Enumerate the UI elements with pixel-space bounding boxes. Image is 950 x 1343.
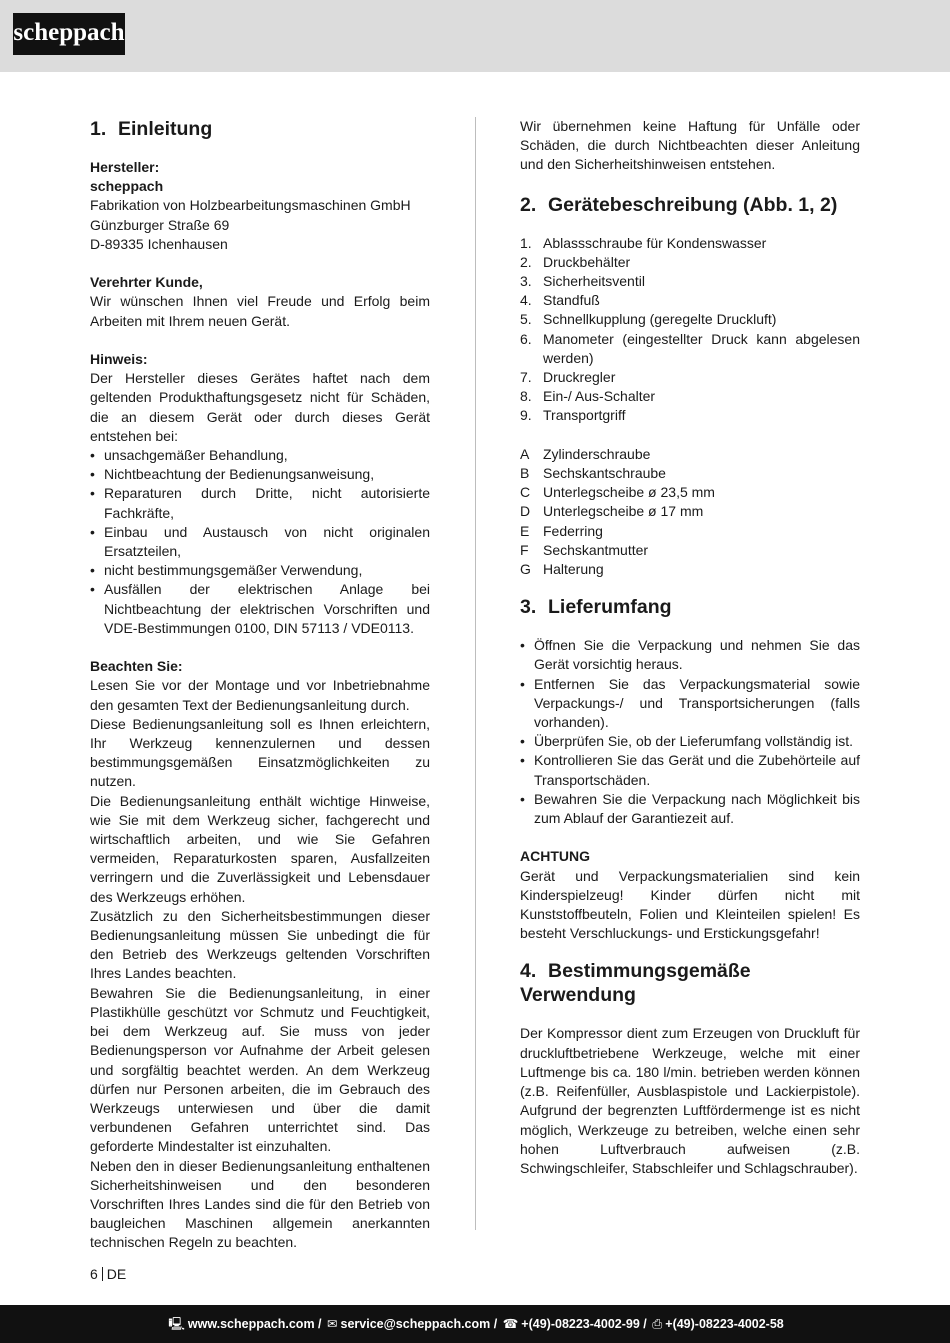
list-item: • Öffnen Sie die Verpackung und nehmen Sie das Gerät vorsichtig heraus. — [520, 636, 860, 674]
manufacturer-line: Fabrikation von Holzbearbeitungsmaschinen GmbH — [90, 197, 411, 214]
observe-paragraph: Neben den in dieser Bedienungsanleitung enthaltenen Sicherheitshinweisen und den besonderen Vorschriften Ihres Landes sind die für den Betrieb von baugleichen Maschinen allgemein anerkannten technischen Regeln zu beachten. — [90, 1157, 430, 1251]
fax-icon: ⎙︎ — [652, 1317, 663, 1331]
footer-phone: +(49)-08223-4002-99 — [521, 1317, 640, 1331]
warning-label: ACHTUNG — [520, 848, 590, 865]
observe-label: Beachten Sie: — [90, 658, 183, 675]
list-item: G Halterung — [520, 561, 604, 578]
page-header — [0, 0, 950, 72]
customer-label: Verehrter Kunde, — [90, 274, 203, 291]
list-item: 5. Schnellkupplung (geregelte Druckluft) — [520, 311, 777, 328]
list-item: • unsachgemäßer Behandlung, — [90, 446, 430, 465]
list-item: 1. Ablassschraube für Kondenswasser — [520, 234, 767, 251]
left-column — [90, 117, 430, 1253]
customer-text: Wir wünschen Ihnen viel Freude und Erfolg beim Arbeiten mit Ihrem neuen Gerät. — [90, 293, 430, 329]
manufacturer-label: Hersteller: — [90, 159, 160, 175]
list-item: B Sechskantschraube — [520, 465, 666, 482]
footer-web: www.scheppach.com — [187, 1317, 315, 1331]
observe-paragraph: Bewahren Sie die Bedienungsanleitung, in einer Plastikhülle geschützt vor Schmutz und Feuchtigkeit, bei dem Werkzeug auf. Sie muss von jeder Bedienungsperson vor Aufnahme der Arbeit gelesen und sorgfältig beachtet werden. An dem Werkzeug dürfen nur Personen arbeiten, die im Gebrauch des Werkzeugs unterwiesen und über die damit verbundenen Gefahren unterrichtet sind. Das geforderte Mindestalter ist einzuhalten. — [90, 984, 430, 1155]
section-heading-einleitung: 1. Einleitung — [90, 118, 213, 140]
section-heading-lieferumfang: 3. Lieferumfang — [520, 596, 672, 619]
observe-paragraph: Die Bedienungsanleitung enthält wichtige Hinweise, wie Sie mit dem Werkzeug sicher, fachgerecht und wirtschaftlich arbeiten, und wie Sie Gefahren vermeiden, Reparaturkosten sparen, Ausfallzeiten verringern und die Zuverlässigkeit und Lebensdauer des Werkzeugs erhöhen. — [90, 792, 430, 905]
manufacturer-block — [90, 158, 430, 254]
notice-text: Der Hersteller dieses Gerätes haftet nach dem geltenden Produkthaftungsgesetz nicht für Schäden, die an diesem Gerät oder durch dieses Gerät entstehen bei: — [90, 370, 430, 444]
intended-use-text: Der Kompressor dient zum Erzeugen von Druckluft für druckluftbetriebene Werkzeuge, welche mit einer Luftmenge bis ca. 180 l/min. betrieben werden können (z.B. Reifenfüller, Ausblaspistole und Lackierpistole). Aufgrund der begrenzten Luftfördermenge ist es nicht möglich, Werkzeuge zu betreiben, welche einen sehr hohen Luftverbrauch aufweisen (z.B. Schwingschleifer, Stabschleifer und Schlagschrauber). — [520, 1025, 860, 1176]
manufacturer-line: D-89335 Ichenhausen — [90, 235, 228, 252]
page-number: 6 DE — [90, 1266, 127, 1282]
page-footer: 🖳︎ www.scheppach.com / ✉︎ service@scheppach.com / ☎︎ +(49)-08223-4002-99 / ⎙︎ +(49)-08223-4002-58 — [0, 1305, 950, 1343]
notice-label: Hinweis: — [90, 351, 148, 367]
list-item: • Einbau und Austausch von nicht originalen Ersatzteilen, — [90, 523, 430, 561]
observe-paragraph: Diese Bedienungsanleitung soll es Ihnen erleichtern, Ihr Werkzeug kennenzulernen und dessen bestimmungsgemäßen Einsatzmöglichkeiten zu nutzen. — [90, 715, 430, 790]
observe-paragraph: Lesen Sie vor der Montage und vor Inbetriebnahme den gesamten Text der Bedienungsanleitung durch. — [90, 677, 430, 713]
phone-icon: ☎︎ — [502, 1317, 519, 1331]
computer-icon: 🖳︎ — [168, 1317, 185, 1331]
section-heading-verwendung: 4. Bestimmungsgemäße Verwendung — [520, 960, 751, 1007]
list-item: • Ausfällen der elektrischen Anlage bei Nichtbeachtung der elektrischen Vorschriften und VDE-Bestimmungen 0100, DIN 57113 / VDE0113. — [90, 580, 430, 638]
observe-paragraph: Zusätzlich zu den Sicherheitsbestimmungen dieser Bedienungsanleitung müssen Sie unbedingt die für den Betrieb des Werkzeugs geltenden Vorschriften Ihres Landes beachten. — [90, 907, 430, 982]
list-item: • Bewahren Sie die Verpackung nach Möglichkeit bis zum Ablauf der Garantiezeit auf. — [520, 790, 860, 828]
liability-text: Wir übernehmen keine Haftung für Unfälle oder Schäden, die durch Nichtbeachten dieser Anleitung und den Sicherheitshinweisen entstehen. — [520, 118, 860, 173]
list-item: A Zylinderschraube — [520, 445, 651, 462]
section-heading-geraetebeschreibung: 2. Gerätebeschreibung (Abb. 1, 2) — [520, 193, 838, 216]
list-item: C Unterlegscheibe ø 23,5 mm — [520, 484, 715, 501]
list-item: 9. Transportgriff — [520, 407, 626, 424]
list-item: 6. Manometer (eingestellter Druck kann abgelesen werden) — [520, 330, 860, 366]
manufacturer-name: scheppach — [90, 178, 164, 195]
scope-list — [520, 636, 860, 828]
list-item: • Nichtbeachtung der Bedienungsanweisung, — [90, 465, 430, 484]
parts-list-lettered — [520, 445, 860, 579]
footer-email: service@scheppach.com — [340, 1317, 491, 1331]
notice-list — [90, 446, 430, 638]
list-item: • Entfernen Sie das Verpackungsmaterial sowie Verpackungs-/ und Transportsicherungen (falls vorhanden). — [520, 675, 860, 733]
list-item: 7. Druckregler — [520, 369, 616, 386]
list-item: • Reparaturen durch Dritte, nicht autorisierte Fachkräfte, — [90, 484, 430, 522]
list-item: 2. Druckbehälter — [520, 253, 631, 270]
right-column — [520, 117, 860, 1178]
list-item: 8. Ein-/ Aus-Schalter — [520, 388, 656, 405]
email-icon: ✉︎ — [327, 1317, 338, 1331]
list-item: 4. Standfuß — [520, 292, 600, 309]
list-item: 3. Sicherheitsventil — [520, 273, 645, 290]
column-divider — [475, 117, 476, 1230]
list-item: E Federring — [520, 522, 603, 539]
list-item: • nicht bestimmungsgemäßer Verwendung, — [90, 561, 430, 580]
scheppach-logo: scheppach — [13, 13, 125, 55]
list-item: • Überprüfen Sie, ob der Lieferumfang vollständig ist. — [520, 732, 860, 751]
warning-text: Gerät und Verpackungsmaterialien sind kein Kinderspielzeug! Kinder dürfen nicht mit Kunststoffbeuteln, Folien und Kleinteilen spielen! Es besteht Verschluckungs- und Erstickungsgefahr! — [520, 867, 860, 942]
footer-fax: +(49)-08223-4002-58 — [665, 1317, 784, 1331]
list-item: D Unterlegscheibe ø 17 mm — [520, 503, 704, 520]
parts-list-numbered — [520, 234, 860, 426]
list-item: • Kontrollieren Sie das Gerät und die Zubehörteile auf Transportschäden. — [520, 751, 860, 789]
manufacturer-line: Günzburger Straße 69 — [90, 216, 230, 233]
list-item: F Sechskantmutter — [520, 541, 649, 558]
